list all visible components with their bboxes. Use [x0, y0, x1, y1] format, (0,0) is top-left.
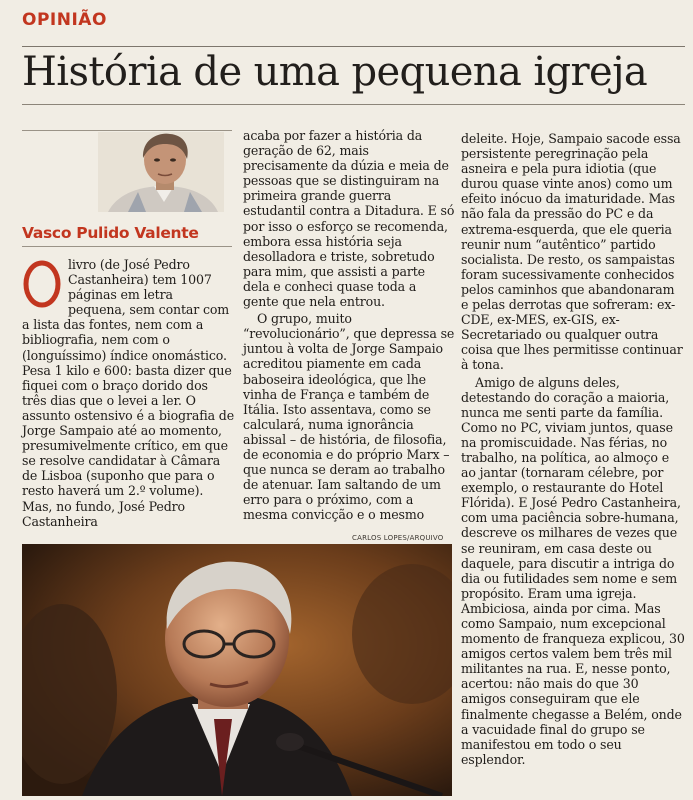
- article-paragraph: O grupo, muito “revolucionário”, que depressa se juntou à volta de Jorge Sampaio acreditou piamente em cada baboseira ideológica, que lhe vinha de França e também de Itália. Isto assentava, como se calculará, numa ignorância abissal – de história, de filosofia, de economia e do próprio Marx – que nunca se deram ao trabalho de atenuar. Iam saltando de um erro para o próximo, com a mesma convicção e o mesmo: [243, 311, 455, 523]
- article-photo: [22, 544, 452, 796]
- headline: História de uma pequena igreja: [22, 49, 648, 95]
- article-paragraph: [22, 257, 234, 529]
- author-bottom-rule: [22, 246, 232, 247]
- article-paragraph: acaba por fazer a história da geração de 62, mais precisamente da dúzia e meia de pessoas que se distinguiram na primeira grande guerra estudantil contra a Ditadura. E só por isso o esforço se recomenda, embora essa história seja desolladora e triste, sobretudo para mim, que assisti a parte dela e conheci quase toda a gente que nela entrou.: [243, 128, 455, 310]
- drop-cap-letter-graphic: [22, 260, 62, 308]
- article-paragraph: deleite. Hoje, Sampaio sacode essa persistente peregrinação pela asneira e pela pura idiotia (que durou quase vinte anos) como um efeito inócuo da imaturidade. Mas não fala da pressão do PC e da extrema-esquerda, que ele queria reunir num “autêntico” partido socialista. De resto, os sampaistas foram sucessivamente conhecidos pelos caminhos que abandonaram e pelas derrotas que sofreram: ex-CDE, ex-MES, ex-GIS, ex-Secretariado ou qualquer outra coisa que lhes permitisse continuar à tona.: [461, 131, 683, 373]
- author-portrait: [98, 132, 224, 212]
- article-paragraph: Amigo de alguns deles, detestando do coração a maioria, nunca me senti parte da família. Como no PC, viviam juntos, quase na promiscuidade. Nas férias, no trabalho, na política, ao almoço e ao jantar (tornaram célebre, por exemplo, o restaurante do Hotel Flórida). E José Pedro Castanheira, com uma paciência sobre-humana, descreve os milhares de vezes que se reuniram, em casa deste ou daquele, para discutir a intriga do dia ou futilidades sem nome e sem propósito. Eram uma igreja. Ambiciosa, ainda por cima. Mas como Sampaio, num excepcional momento de franqueza explicou, 30 amigos certos valem bem três mil militantes na rua. E, nesse ponto, acertou: não mais do que 30 amigos conseguiram que ele finalmente chegasse a Belém, onde a vacuidade final do grupo se manifestou em todo o seu esplendor.: [461, 374, 685, 767]
- dropcap-paragraph-text: livro (de José Pedro Castanheira) tem 1007 páginas em letra pequena, sem contar com a lista das fontes, nem com a bibliografia, nem com o (longuíssimo) índice onomástico. Pesa 1 kilo e 600: basta dizer que fiquei com o braço dorido dos três dias que o levei a ler. O assunto ostensivo é a biografia de Jorge Sampaio até ao momento, presumivelmente crítico, em que se resolve candidatar à Câmara de Lisboa (suponho que para o resto haverá um 2.º volume). Mas, no fundo, José Pedro Castanheira: [22, 257, 235, 529]
- headline-rule: [22, 104, 685, 105]
- article-column-2: [243, 128, 455, 522]
- photo-credit: CARLOS LOPES/ARQUIVO: [352, 534, 444, 542]
- author-portrait-image: [98, 132, 224, 212]
- author-top-rule: [22, 130, 232, 131]
- author-byline: Vasco Pulido Valente: [22, 224, 199, 242]
- section-label: OPINIÃO: [22, 10, 107, 30]
- article-column-1: [22, 257, 234, 529]
- drop-cap: [22, 260, 62, 308]
- article-column-3: [461, 131, 685, 767]
- article-photo-image: [22, 544, 452, 796]
